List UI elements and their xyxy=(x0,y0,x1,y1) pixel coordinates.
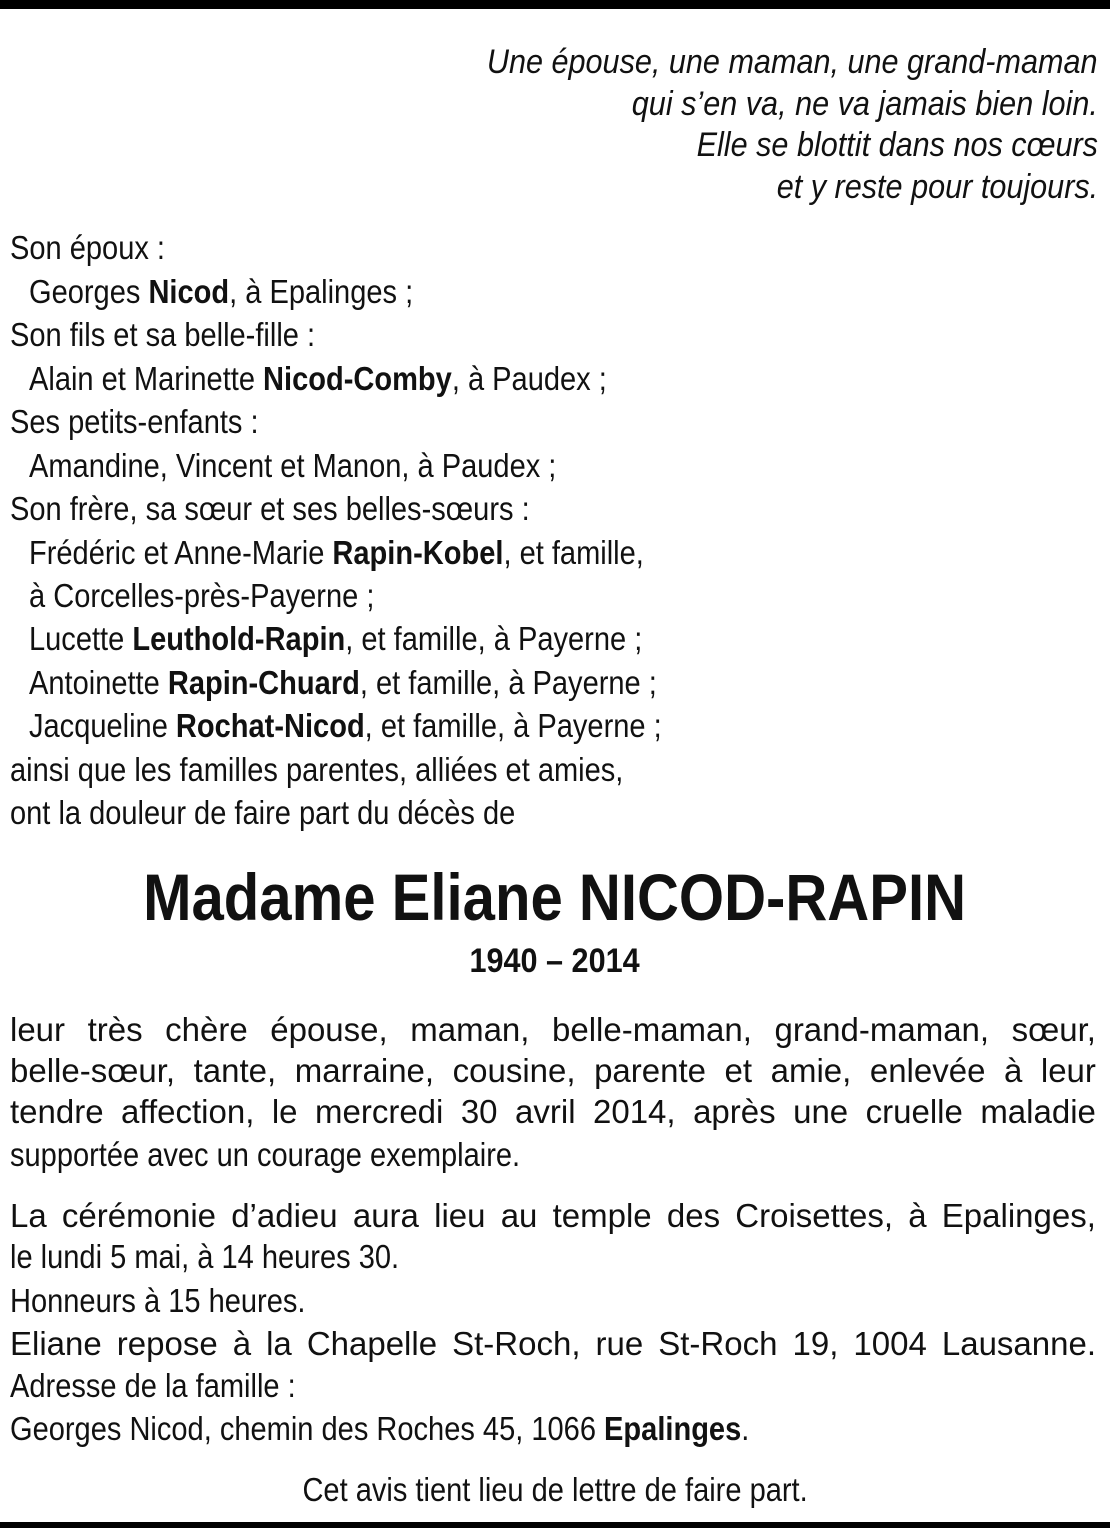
word: très xyxy=(87,1011,143,1048)
word: tante, xyxy=(193,1052,277,1089)
word: grand-maman, xyxy=(774,1011,990,1048)
word: le xyxy=(271,1093,298,1130)
word: à xyxy=(1003,1052,1023,1089)
word: leur xyxy=(10,1011,66,1048)
word: Chapelle xyxy=(306,1325,438,1362)
word: d’adieu xyxy=(231,1197,338,1234)
word: belle-maman, xyxy=(552,1011,752,1048)
grandchildren-entry: Amandine, Vincent et Manon, à Paudex ; xyxy=(29,447,557,484)
tribute-line-1 xyxy=(10,1009,1096,1050)
word: 1004 xyxy=(853,1325,927,1362)
sibling-4-surname: Rochat-Nicod xyxy=(175,707,365,744)
word: enlevée xyxy=(869,1052,986,1089)
grandchildren-heading: Ses petits-enfants : xyxy=(10,403,259,440)
word: avril xyxy=(515,1093,576,1130)
rest-place-line xyxy=(10,1323,1096,1364)
word: amie, xyxy=(770,1052,852,1089)
tribute-line-3 xyxy=(10,1091,1096,1132)
word: Lausanne. xyxy=(941,1325,1096,1362)
sibling-2-surname: Leuthold-Rapin xyxy=(132,620,346,657)
word: cruelle xyxy=(865,1093,963,1130)
poem-line-2: qui s’en va, ne va jamais bien loin. xyxy=(631,85,1098,123)
word: temple xyxy=(552,1197,652,1234)
poem-line-1: Une épouse, une maman, une grand-maman xyxy=(487,43,1098,81)
sibling-entry-3: Antoinette Rapin-Chuard, et famille, à Payerne ; xyxy=(29,664,657,701)
address-city: Epalinges xyxy=(604,1410,742,1447)
word: St-Roch, xyxy=(452,1325,581,1362)
word: cousine, xyxy=(452,1052,576,1089)
word: Epalinges, xyxy=(941,1197,1096,1234)
word: La xyxy=(10,1197,47,1234)
word: repose xyxy=(116,1325,218,1362)
siblings-heading: Son frère, sa sœur et ses belles-sœurs : xyxy=(10,490,530,527)
word: leur xyxy=(1040,1052,1096,1089)
word: 19, xyxy=(792,1325,839,1362)
honours-line: Honneurs à 15 heures. xyxy=(10,1282,306,1319)
word: maman, xyxy=(410,1011,530,1048)
son-heading: Son fils et sa belle-fille : xyxy=(10,316,316,353)
word: sœur, xyxy=(1011,1011,1096,1048)
poem-line-3: Elle se blottit dans nos cœurs xyxy=(696,126,1098,164)
bottom-rule xyxy=(0,1522,1110,1528)
word: maladie xyxy=(980,1093,1096,1130)
family-address: Georges Nicod, chemin des Roches 45, 1066 Epalinges. xyxy=(10,1410,750,1447)
word: 2014, xyxy=(593,1093,676,1130)
deceased-name: Madame Eliane NICOD-RAPIN xyxy=(143,860,967,934)
word: aura xyxy=(352,1197,419,1234)
word: et xyxy=(724,1052,753,1089)
ceremony-line-2: le lundi 5 mai, à 14 heures 30. xyxy=(10,1238,400,1275)
word: mercredi xyxy=(315,1093,444,1130)
word: à xyxy=(908,1197,927,1234)
word: tendre xyxy=(10,1093,104,1130)
word: la xyxy=(266,1325,292,1362)
sibling-entry-2: Lucette Leuthold-Rapin, et famille, à Payerne ; xyxy=(29,620,643,657)
son-entry: Alain et Marinette Nicod-Comby, à Paudex ; xyxy=(29,360,607,397)
word: épouse, xyxy=(270,1011,388,1048)
sibling-entry-1: Frédéric et Anne-Marie Rapin-Kobel, et famille, xyxy=(29,534,644,571)
relatives-line: ainsi que les familles parentes, alliées et amies, xyxy=(10,751,624,788)
word: belle-sœur, xyxy=(10,1052,176,1089)
word: au xyxy=(500,1197,538,1234)
word: cérémonie xyxy=(61,1197,216,1234)
address-heading: Adresse de la famille : xyxy=(10,1367,296,1404)
sibling-entry-4: Jacqueline Rochat-Nicod, et famille, à Payerne ; xyxy=(29,707,662,744)
sibling-1-surname: Rapin-Kobel xyxy=(332,534,504,571)
sibling-3-surname: Rapin-Chuard xyxy=(167,664,360,701)
word: affection, xyxy=(121,1093,255,1130)
word: chère xyxy=(165,1011,248,1048)
tribute-line-4: supportée avec un courage exemplaire. xyxy=(10,1136,521,1173)
ceremony-line-1 xyxy=(10,1195,1096,1236)
word: 30 xyxy=(460,1093,498,1130)
word: lieu xyxy=(434,1197,486,1234)
word: après xyxy=(693,1093,776,1130)
spouse-surname: Nicod xyxy=(148,273,230,310)
word: St-Roch xyxy=(658,1325,778,1362)
word: marraine, xyxy=(294,1052,435,1089)
word: Eliane xyxy=(10,1325,102,1362)
son-surname: Nicod-Comby xyxy=(263,360,452,397)
word: des xyxy=(666,1197,721,1234)
word: parente xyxy=(594,1052,707,1089)
closing-note: Cet avis tient lieu de lettre de faire part. xyxy=(302,1471,808,1508)
word: Croisettes, xyxy=(735,1197,894,1234)
word: rue xyxy=(595,1325,644,1362)
spouse-heading: Son époux : xyxy=(10,229,166,266)
sibling-entry-1-place: à Corcelles-près-Payerne ; xyxy=(29,577,375,614)
tribute-line-2 xyxy=(10,1050,1096,1091)
top-rule xyxy=(0,0,1110,9)
spouse-entry: Georges Nicod, à Epalinges ; xyxy=(29,273,414,310)
announcement-line: ont la douleur de faire part du décès de xyxy=(10,794,516,831)
word: une xyxy=(793,1093,849,1130)
deceased-years: 1940 – 2014 xyxy=(469,942,641,980)
word: à xyxy=(232,1325,252,1362)
poem-line-4: et y reste pour toujours. xyxy=(776,168,1098,206)
